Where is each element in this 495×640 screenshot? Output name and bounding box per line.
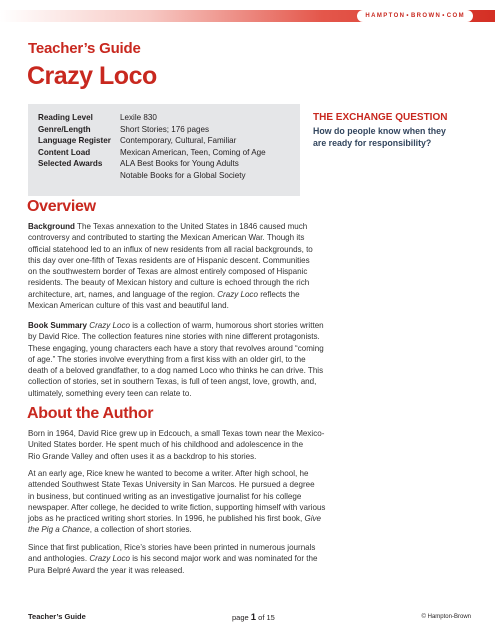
question-line: are ready for responsibility? — [313, 138, 432, 148]
info-value: ALA Best Books for Young Adults — [120, 159, 239, 168]
text-line: is his second major work and was nominated for the — [132, 554, 318, 564]
footer-page-word: page — [232, 613, 249, 622]
text-line: newspaper. After college, he decided to write fiction, supporting himself with various — [28, 502, 326, 512]
info-label: Content Load — [38, 147, 91, 157]
text-line: and anthologies. — [28, 554, 88, 564]
text-line: attended Southwest State Texas University in San Marcos. He pursued a degree — [28, 480, 315, 490]
info-label: Selected Awards — [38, 159, 103, 168]
text-line: this day over one-fifth of Texas residents are of Hispanic descent. Communities — [28, 255, 310, 265]
text-line: These engaging, young characters each have a story that revolves around “coming — [28, 343, 324, 353]
brand-word-3: COM — [446, 13, 465, 19]
book-title: Crazy Loco — [27, 62, 157, 90]
info-row — [38, 158, 266, 170]
first-book-title-cont: the Pig a Chance — [28, 525, 90, 535]
brand-separator-1: • — [406, 13, 410, 19]
author-paragraph-1 — [28, 428, 468, 462]
text-line: on the southwestern border of Texas are almost entirely composed of Hispanic — [28, 267, 308, 277]
author-paragraph-3 — [28, 542, 468, 576]
text-line: , a collection of short stories. — [89, 525, 192, 535]
text-line: reflects the — [260, 289, 300, 299]
text-line: ultimately, something every teen can relate to. — [28, 388, 192, 398]
exchange-question-text — [313, 125, 483, 149]
footer-copyright: © Hampton-Brown — [421, 614, 471, 620]
text-line: Rio Grande Valley and often uses it as a backdrop to his stories. — [28, 451, 257, 461]
background-paragraph — [28, 221, 468, 311]
info-row — [38, 147, 266, 159]
text-line: The Texas annexation to the United States in 1846 caused much — [77, 222, 308, 231]
footer-guide-label: Teacher’s Guide — [28, 612, 86, 621]
about-author-heading: About the Author — [27, 405, 154, 422]
text-line: of age.” The stories involve everything from a first kiss with an older girl, to the — [28, 354, 306, 364]
info-row — [38, 112, 266, 124]
exchange-question-heading: THE EXCHANGE QUESTION — [313, 112, 448, 123]
info-value: Notable Books for a Global Society — [120, 170, 246, 180]
text-line: Born in 1964, David Rice grew up in Edcouch, a small Texas town near the Mexico- — [28, 429, 325, 438]
text-line: Pura Belpré Award the year it was released. — [28, 565, 185, 575]
brand-word-2: BROWN — [410, 13, 442, 19]
text-line: collection of stories, set in southern Texas, is full of teen angst, love, growth, and, — [28, 377, 317, 387]
guide-title: Teacher’s Guide — [28, 40, 141, 57]
text-line: is a collection of warm, humorous short stories written — [132, 321, 324, 330]
info-label: Genre/Length — [38, 124, 91, 134]
book-title-inline: Crazy Loco — [89, 321, 130, 330]
book-title-inline: Crazy Loco — [217, 289, 258, 299]
overview-heading: Overview — [27, 198, 96, 215]
book-info-table — [38, 112, 266, 181]
info-row — [38, 124, 266, 136]
text-line: Since that first publication, Rice’s stories have been printed in numerous journals — [28, 543, 316, 552]
text-line: Mexican American culture of this vast and beautiful land. — [28, 301, 229, 311]
info-value: Short Stories; 176 pages — [120, 124, 210, 134]
background-label: Background — [28, 222, 75, 231]
summary-label: Book Summary — [28, 321, 88, 330]
brand-separator-2: • — [442, 13, 446, 19]
author-paragraph-2 — [28, 468, 468, 536]
book-title-inline: Crazy Loco — [89, 554, 131, 564]
text-line: architecture, art, names, and language of the region. — [28, 289, 215, 299]
info-row — [38, 170, 266, 182]
info-value: Mexican American, Teen, Coming of Age — [120, 147, 266, 157]
text-line: jobs as he practiced writing short stories. In 1996, he published his first book, — [28, 514, 303, 524]
text-line: At an early age, Rice knew he wanted to become a writer. After high school, he — [28, 469, 309, 478]
book-info-box — [28, 104, 300, 196]
question-line: How do people know when they — [313, 126, 446, 136]
footer-page-total: of 15 — [258, 613, 275, 622]
info-value: Lexile 830 — [120, 113, 157, 122]
summary-paragraph — [28, 320, 468, 399]
text-line: official statehood led to an influx of new residents from all racial backgrounds, to — [28, 244, 313, 254]
brand-word-1: HAMPTON — [365, 13, 406, 19]
text-line: controversy and contributed to starting the Mexican American War. Though its — [28, 233, 305, 243]
info-label: Reading Level — [38, 113, 93, 122]
text-line: United States border. He spent much of his childhood and adolescence in the — [28, 440, 304, 450]
text-line: residents. The beauty of Mexican history and culture is echoed through the rich — [28, 278, 310, 288]
info-value: Contemporary, Cultural, Familiar — [120, 136, 237, 145]
brand-logo — [357, 10, 473, 22]
info-label — [38, 170, 120, 182]
text-line: death of a beloved grandfather, to a dog named Loco who thinks he can drive. This — [28, 366, 324, 376]
text-line: in business, but continued writing as an investigative journalist for his college — [28, 491, 302, 501]
footer-page-number: 1 — [250, 612, 257, 623]
info-row — [38, 135, 266, 147]
first-book-title: Give — [304, 514, 321, 524]
text-line: by David Rice. The collection features nine stories with nine different protagonists. — [28, 332, 320, 342]
footer-page-indicator — [232, 612, 275, 623]
info-label: Language Register — [38, 136, 111, 145]
